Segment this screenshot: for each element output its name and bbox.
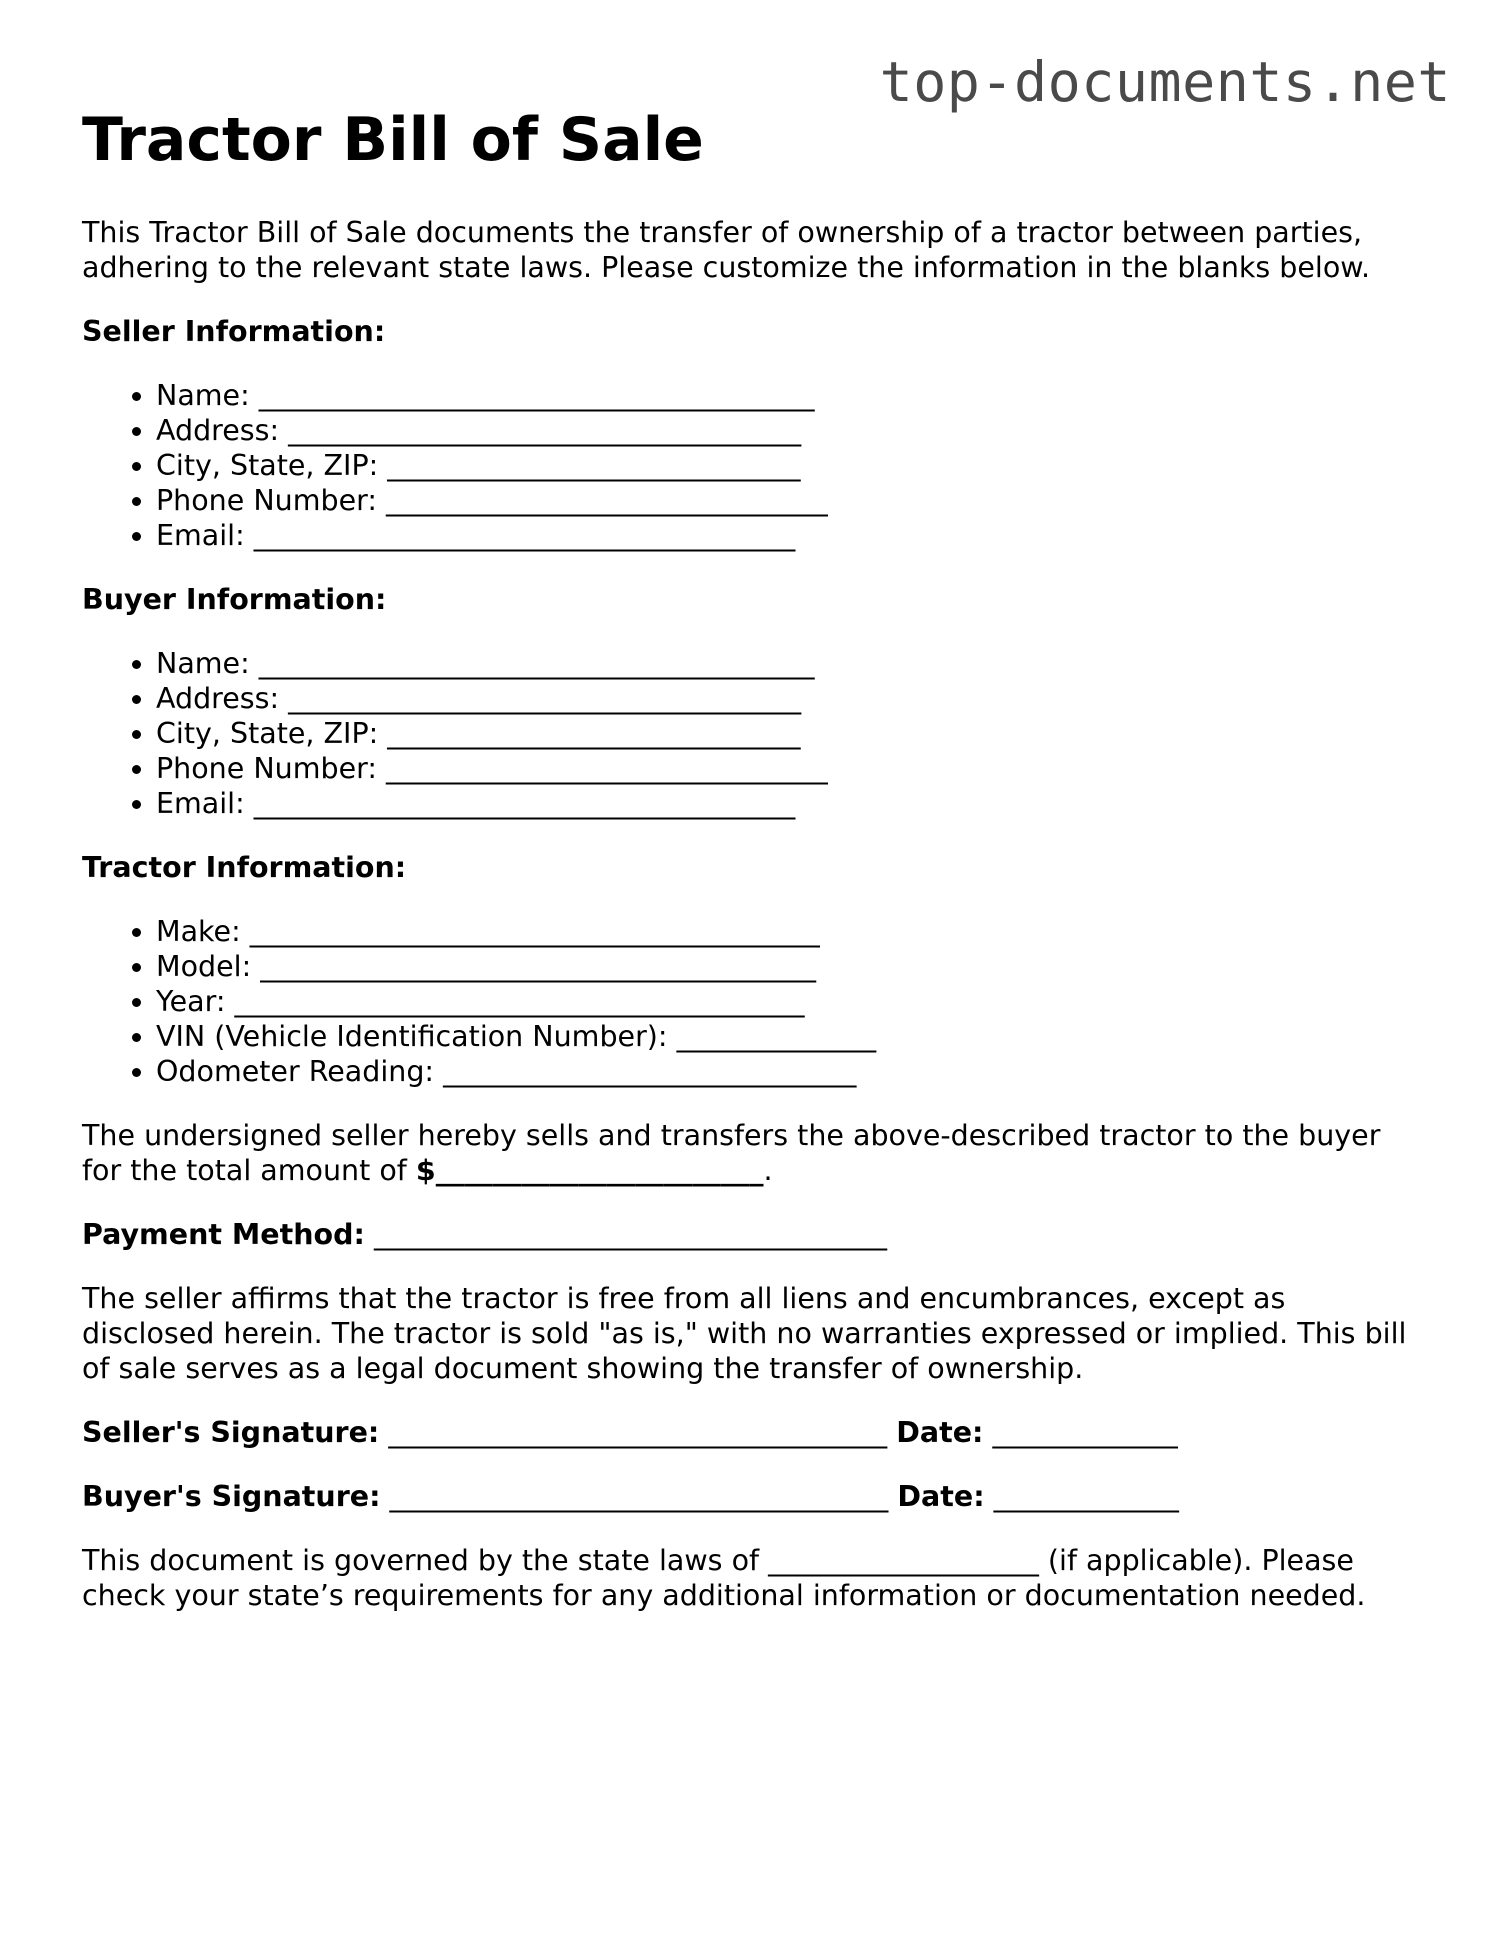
sale-paragraph <box>82 1118 1422 1188</box>
seller-signature-line <box>82 1415 1422 1450</box>
tractor-fields <box>82 914 1422 1089</box>
sale-end: . <box>763 1154 773 1187</box>
watermark: top-documents.net <box>879 50 1451 114</box>
seller-signature-field[interactable]: ___________________________________ <box>379 1416 897 1449</box>
seller-city-field[interactable]: • City, State, ZIP: _____________________________ <box>156 448 1422 483</box>
buyer-date-field[interactable]: _____________ <box>984 1480 1179 1513</box>
payment-method-field[interactable]: ____________________________________ <box>364 1218 887 1251</box>
tractor-model-field[interactable]: • Model: _______________________________________ <box>156 949 1422 984</box>
seller-email-field[interactable]: • Email: ______________________________________ <box>156 518 1422 553</box>
buyer-signature-field[interactable]: ___________________________________ <box>380 1480 898 1513</box>
seller-heading: Seller Information: <box>82 315 386 348</box>
seller-address-field[interactable]: • Address: ____________________________________ <box>156 413 1422 448</box>
tractor-year-field[interactable]: • Year: ________________________________________ <box>156 984 1422 1019</box>
tractor-make-field[interactable]: • Make: ________________________________________ <box>156 914 1422 949</box>
seller-signature-label: Seller's Signature: <box>82 1416 380 1449</box>
payment-method-label: Payment Method: <box>82 1218 365 1251</box>
buyer-address-field[interactable]: • Address: ____________________________________ <box>156 681 1422 716</box>
buyer-date-label: Date: <box>897 1480 985 1513</box>
buyer-phone-field[interactable]: • Phone Number: _______________________________ <box>156 751 1422 786</box>
document-body <box>82 104 1422 1613</box>
buyer-signature-label: Buyer's Signature: <box>82 1480 381 1513</box>
page-title: Tractor Bill of Sale <box>82 105 704 175</box>
tractor-heading: Tractor Information: <box>82 851 407 884</box>
payment-method-line <box>82 1217 1422 1252</box>
seller-date-field[interactable]: _____________ <box>983 1416 1178 1449</box>
seller-date-label: Date: <box>896 1416 984 1449</box>
buyer-heading: Buyer Information: <box>82 583 387 616</box>
sale-amount-field[interactable]: $_______________________ <box>415 1154 764 1187</box>
affirmation-paragraph: The seller affirms that the tractor is free from all liens and encumbrances, except as disclosed herein. The tractor is sold "as is," with no warranties expressed or implied. This bill of sale serves as a legal document showing the transfer of ownership. <box>82 1282 1407 1385</box>
buyer-city-field[interactable]: • City, State, ZIP: _____________________________ <box>156 716 1422 751</box>
buyer-name-field[interactable]: • Name: _______________________________________ <box>156 646 1422 681</box>
governing-law-paragraph: This document is governed by the state laws of ___________________ (if applicable). Please check your state’s requirements for any additional information or documentation needed. <box>82 1544 1366 1612</box>
intro-paragraph: This Tractor Bill of Sale documents the transfer of ownership of a tractor between parties, adhering to the relevant state laws. Please customize the information in the blanks below. <box>82 216 1371 284</box>
seller-fields <box>82 378 1422 553</box>
tractor-odometer-field[interactable]: • Odometer Reading: _____________________________ <box>156 1054 1422 1089</box>
buyer-email-field[interactable]: • Email: ______________________________________ <box>156 786 1422 821</box>
seller-phone-field[interactable]: • Phone Number: _______________________________ <box>156 483 1422 518</box>
seller-name-field[interactable]: • Name: _______________________________________ <box>156 378 1422 413</box>
buyer-signature-line <box>82 1479 1422 1514</box>
buyer-fields <box>82 646 1422 821</box>
sale-text: The undersigned seller hereby sells and transfers the above-described tractor to the buyer for the total amount of <box>82 1119 1381 1187</box>
tractor-vin-field[interactable]: • VIN (Vehicle Identification Number): ______________ <box>156 1019 1422 1054</box>
